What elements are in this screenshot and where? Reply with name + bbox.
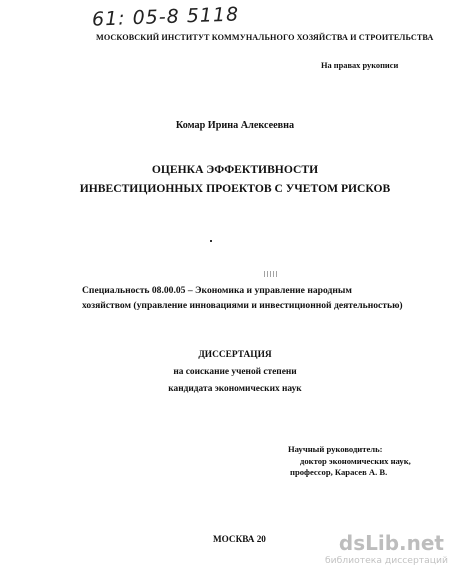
handwritten-catalog-code: 61: 05-8 5118	[91, 3, 240, 31]
institute-name: МОСКОВСКИЙ ИНСТИТУТ КОММУНАЛЬНОГО ХОЗЯЙСТВА И СТРОИТЕЛЬСТВА	[96, 33, 434, 42]
degree-block	[0, 347, 450, 398]
watermark-logo: dsLib.net	[338, 531, 444, 555]
specialty-block	[82, 283, 403, 313]
specialty-line: хозяйством (управление инновациями и инвестиционной деятельностью)	[82, 300, 403, 311]
degree-line: на соискание ученой степени	[173, 367, 297, 377]
title-line: ИНВЕСТИЦИОННЫХ ПРОЕКТОВ С УЧЕТОМ РИСКОВ	[79, 182, 391, 195]
document-type: ДИССЕРТАЦИЯ	[198, 350, 272, 360]
supervisor-degree: доктор экономических наук,	[300, 455, 411, 466]
author-name: Комар Ирина Алексеевна	[175, 120, 295, 131]
watermark	[325, 532, 450, 582]
rights-note: На правах рукописи	[321, 61, 399, 70]
supervisor-name: профессор, Карасев А. В.	[290, 467, 388, 477]
title-line: ОЦЕНКА ЭФФЕКТИВНОСТИ	[151, 163, 319, 176]
scan-speck	[210, 240, 212, 242]
dissertation-title	[0, 160, 450, 198]
specialty-line: Специальность 08.00.05 – Экономика и управление народным	[82, 285, 352, 296]
supervisor-block	[288, 444, 411, 479]
city-year: МОСКВА 20	[213, 534, 266, 544]
degree-line: кандидата экономических наук	[168, 384, 302, 394]
watermark-subtitle: библиотека диссертаций	[325, 555, 448, 566]
scan-speck	[264, 271, 278, 277]
supervisor-label: Научный руководитель:	[288, 444, 383, 454]
